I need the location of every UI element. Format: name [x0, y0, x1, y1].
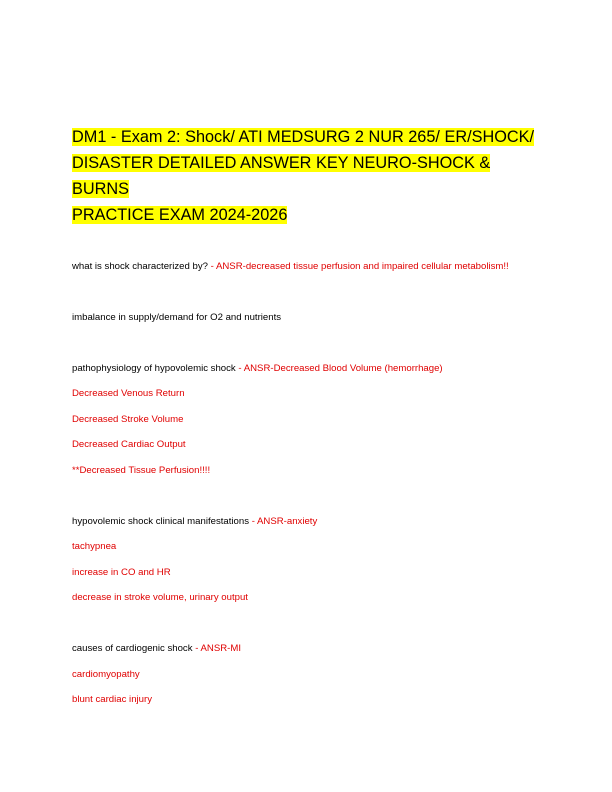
answer-line: decrease in stroke volume, urinary output — [72, 592, 248, 603]
answer-line: **Decreased Tissue Perfusion!!!! — [72, 465, 211, 476]
title-line-2: DISASTER DETAILED ANSWER KEY NEURO-SHOCK & BURNS — [72, 154, 491, 198]
question-text: causes of cardiogenic shock — [72, 643, 193, 654]
answer-line: tachypnea — [72, 541, 117, 552]
title-line-1: DM1 - Exam 2: Shock/ ATI MEDSURG 2 NUR 265/ ER/SHOCK/ — [72, 128, 535, 146]
qa-entry-hypovolemic-manifestations — [72, 516, 317, 528]
question-text: hypovolemic shock clinical manifestations — [72, 516, 250, 527]
answer-text: - ANSR-anxiety — [249, 516, 318, 527]
question-text: pathophysiology of hypovolemic shock — [72, 363, 236, 374]
document-title — [72, 124, 542, 228]
answer-line: increase in CO and HR — [72, 567, 171, 578]
answer-text: - ANSR-MI — [192, 643, 242, 654]
qa-entry-shock-characterized — [72, 261, 509, 273]
question-text: imbalance in supply/demand for O2 and nutrients — [72, 312, 282, 323]
answer-line: Decreased Stroke Volume — [72, 414, 184, 425]
answer-text: - ANSR-decreased tissue perfusion and impaired cellular metabolism!! — [207, 261, 509, 272]
answer-text: - ANSR-Decreased Blood Volume (hemorrhage) — [235, 363, 443, 374]
answer-line: Decreased Venous Return — [72, 388, 185, 399]
qa-entry-cardiogenic-causes — [72, 643, 241, 655]
answer-line: Decreased Cardiac Output — [72, 439, 186, 450]
answer-line: cardiomyopathy — [72, 669, 140, 680]
qa-entry-imbalance — [72, 312, 281, 324]
qa-entry-hypovolemic-pathophysiology — [72, 363, 443, 375]
title-line-3: PRACTICE EXAM 2024-2026 — [72, 206, 288, 224]
answer-line: blunt cardiac injury — [72, 694, 152, 705]
question-text: what is shock characterized by? — [72, 261, 208, 272]
